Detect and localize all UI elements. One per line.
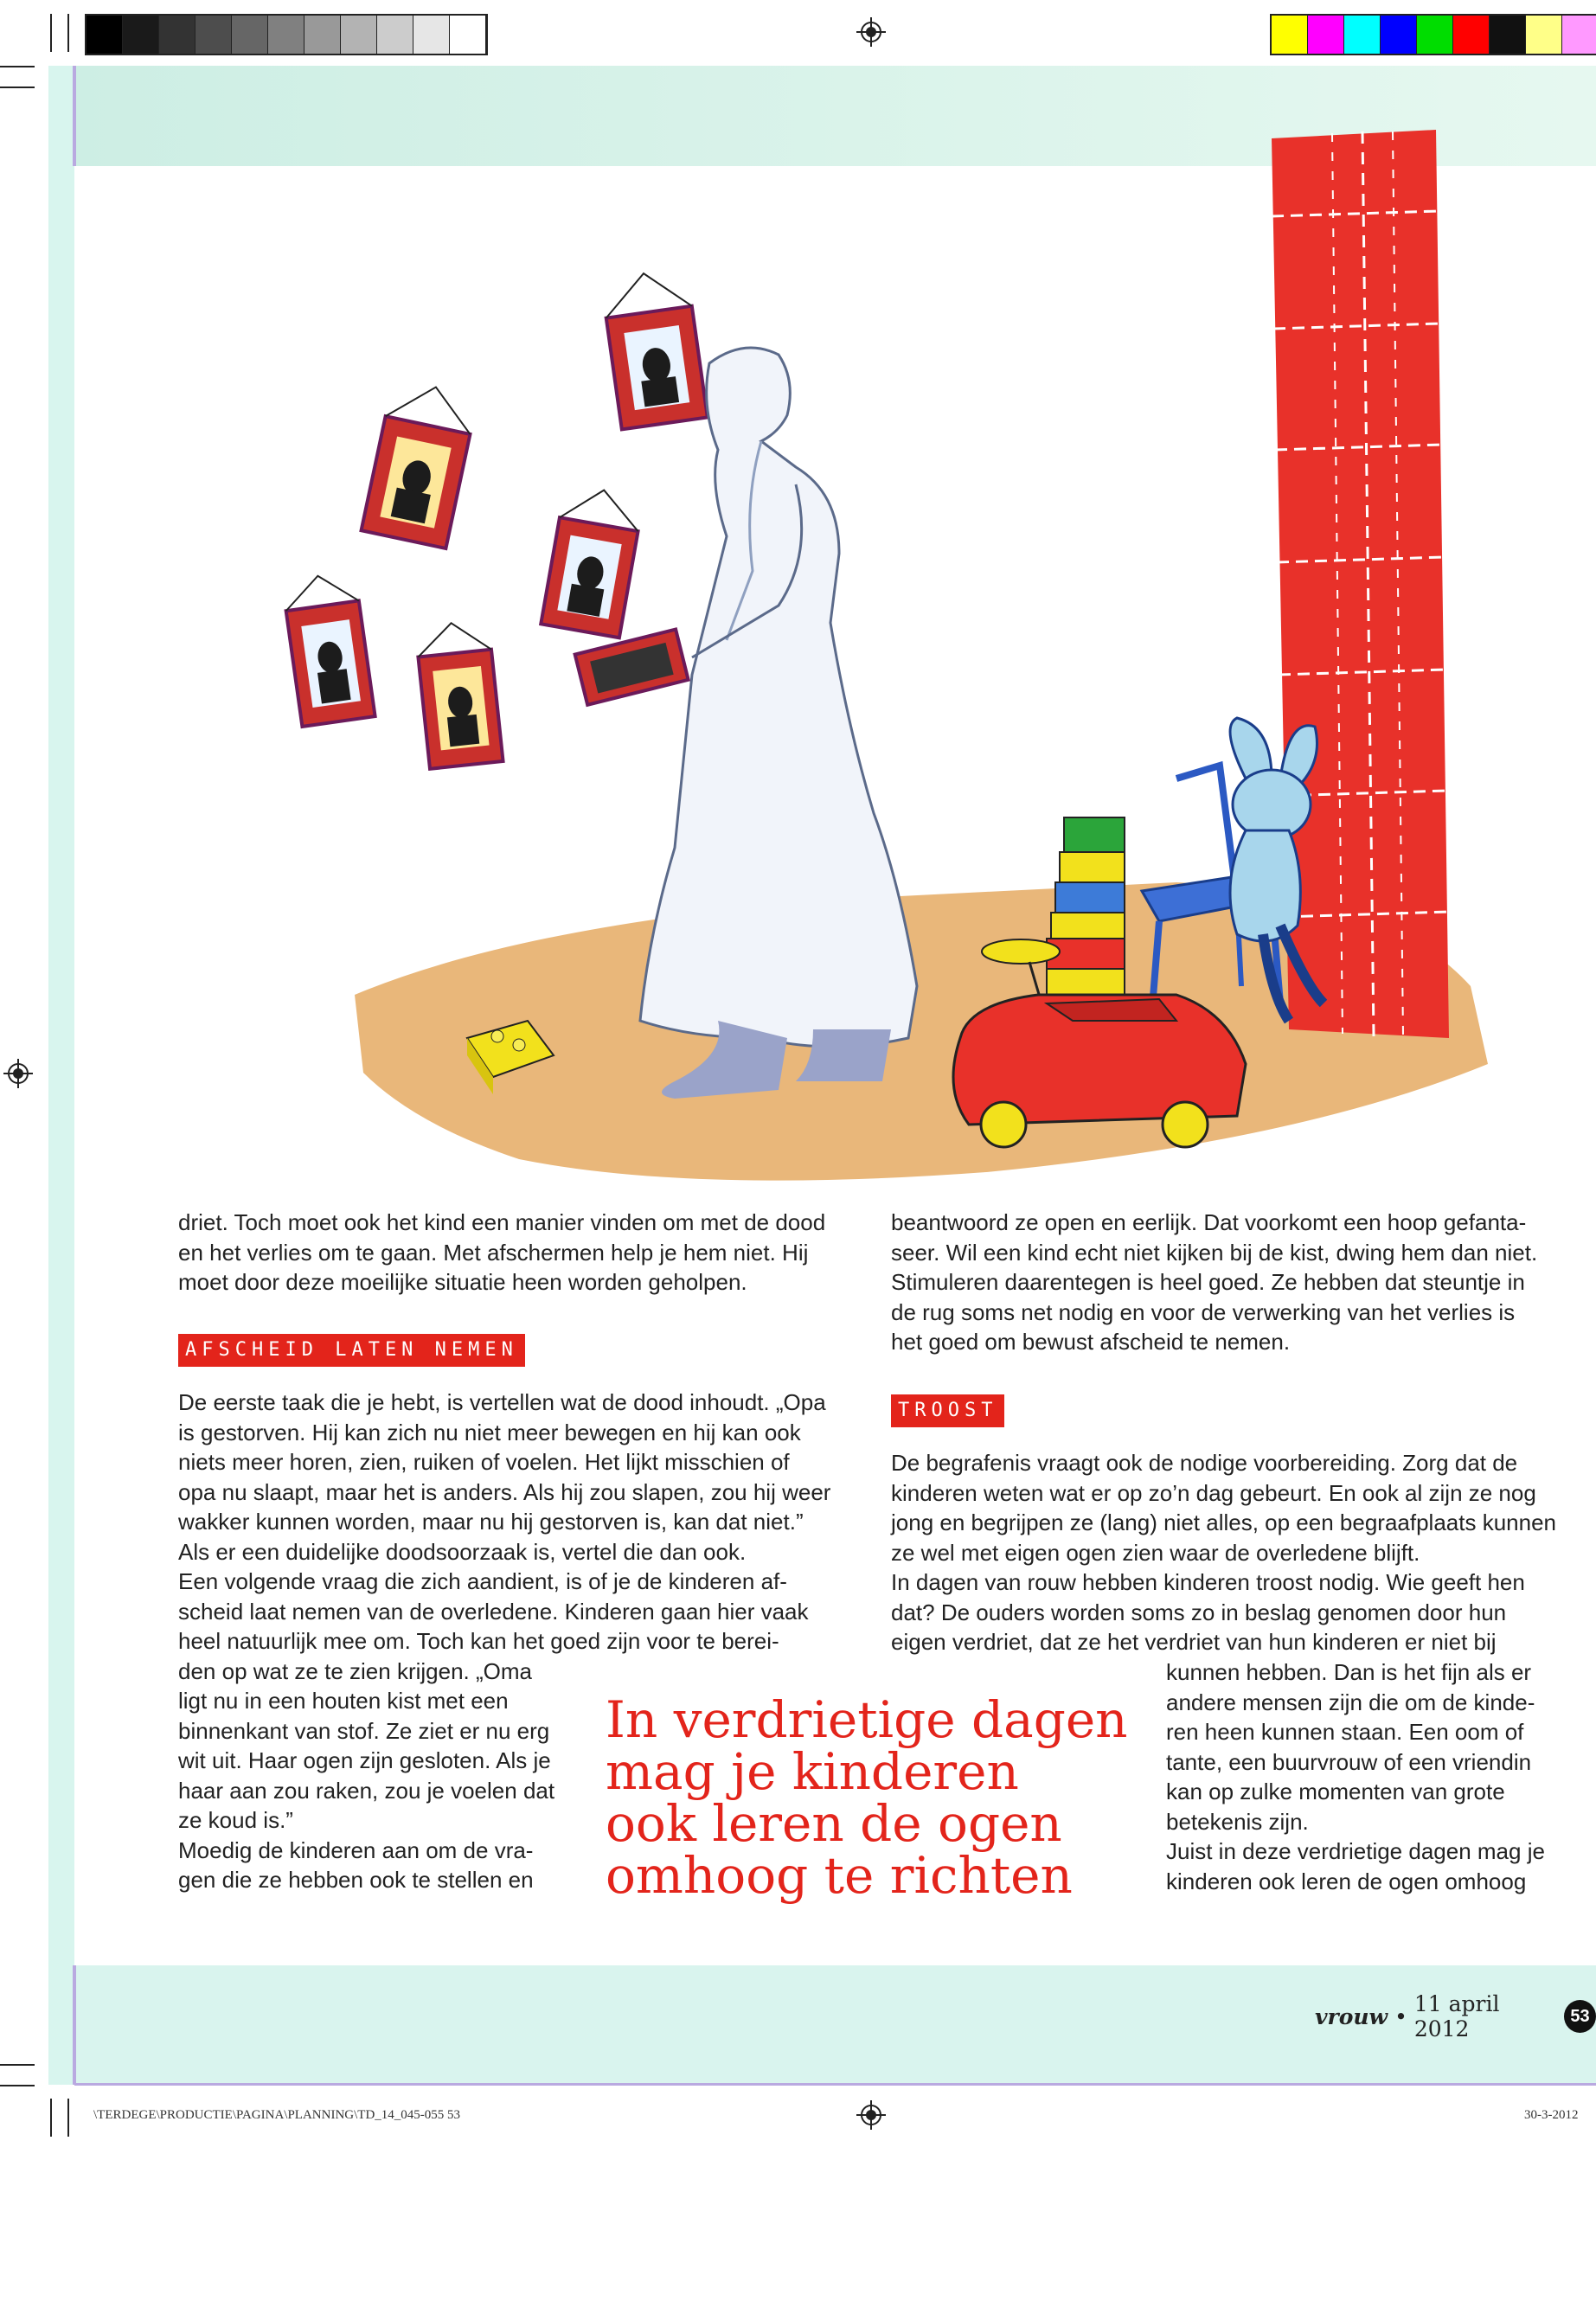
pull-quote-line: mag je kinderen — [606, 1742, 1019, 1801]
text-line: scheid laat nemen van de overledene. Kinderen gaan hier vaak — [178, 1598, 809, 1625]
text-line: kinderen ook leren de ogen omhoog — [1166, 1868, 1527, 1894]
slug-date: 30-3-2012 — [1524, 2108, 1579, 2122]
text-line: gen die ze hebben ook te stellen en — [178, 1867, 534, 1893]
text-line: het goed om bewust afscheid te nemen. — [891, 1329, 1291, 1355]
text-line: beantwoord ze open en eerlijk. Dat voorkomt een hoop gefanta- — [891, 1209, 1527, 1235]
text-line: haar aan zou raken, zou je voelen dat — [178, 1777, 555, 1804]
registration-mark-icon — [856, 17, 886, 47]
text-line: den op wat ze te zien krijgen. „Oma — [178, 1657, 532, 1684]
text-line: moet door deze moeilijke situatie heen worden geholpen. — [178, 1269, 747, 1295]
text-line: wakker kunnen worden, maar nu hij gestorven is, kan dat niet.” — [178, 1509, 804, 1535]
text-line: kinderen weten wat er op zo’n dag gebeurt. En ook al zijn ze nog — [891, 1479, 1536, 1506]
pull-quote — [606, 1690, 1159, 1905]
text-line: De eerste taak die je hebt, is vertellen wat de dood inhoudt. „Opa — [178, 1389, 826, 1415]
portrait-frame — [600, 267, 707, 429]
crop-mark — [50, 14, 52, 52]
text-line: andere mensen zijn die om de kinde- — [1166, 1689, 1535, 1715]
text-line: kan op zulke momenten van grote — [1166, 1779, 1505, 1804]
text-line: heel natuurlijk mee om. Toch kan het goed zijn voor te berei- — [178, 1628, 779, 1654]
text-line: is gestorven. Hij kan zich nu niet meer bewegen en hij kan ook — [178, 1419, 801, 1445]
text-line: jong en begrijpen ze (lang) niet alles, op een begraafplaats kunnen — [891, 1509, 1556, 1535]
column-2-main — [891, 1448, 1583, 1657]
section-heading-troost: TROOST — [891, 1394, 1004, 1427]
collage-illustration — [156, 121, 1592, 1194]
woman-figure — [640, 348, 917, 1099]
text-line: dat? De ouders worden soms zo in beslag genomen door hun — [891, 1599, 1507, 1625]
text-line: In dagen van rouw hebben kinderen troost nodig. Wie geeft hen — [891, 1569, 1525, 1595]
grayscale-calibration-bar — [85, 14, 488, 55]
guide-line — [73, 1965, 76, 2085]
magazine-brand: vrouw — [1315, 2003, 1388, 2029]
text-line: ze koud is.” — [178, 1807, 293, 1833]
held-portrait-frame — [575, 630, 689, 705]
text-line: de rug soms net nodig en voor de verwerking van het verlies is — [891, 1298, 1516, 1325]
pull-quote-line: omhoog te richten — [606, 1846, 1073, 1905]
text-line: Moedig de kinderen aan om de vra- — [178, 1836, 534, 1863]
text-line: Stimuleren daarentegen is heel goed. Ze hebben dat steuntje in — [891, 1269, 1525, 1295]
registration-mark-icon — [3, 1059, 33, 1088]
crop-mark — [67, 14, 69, 52]
pull-quote-line: In verdrietige dagen — [606, 1690, 1128, 1749]
text-line: betekenis zijn. — [1166, 1808, 1309, 1835]
portrait-frame — [282, 571, 375, 727]
text-line: Als er een duidelijke doodsoorzaak is, vertel die dan ook. — [178, 1538, 747, 1565]
portrait-frame — [362, 378, 478, 548]
crop-mark — [0, 2085, 35, 2086]
text-line: Juist in deze verdrietige dagen mag je — [1166, 1838, 1545, 1864]
registration-mark-icon — [856, 2100, 886, 2130]
guide-line — [74, 2083, 1596, 2086]
slug-file-path: \TERDEGE\PRODUCTIE\PAGINA\PLANNING\TD_14_045-055 53 — [93, 2108, 461, 2122]
column-2-right — [1166, 1657, 1590, 1896]
text-line: eigen verdriet, dat ze het verdriet van hun kinderen er niet bij — [891, 1629, 1497, 1655]
text-line: tante, een buurvrouw of een vriendin — [1166, 1748, 1532, 1775]
page-number: 53 — [1564, 2000, 1596, 2033]
crop-mark — [0, 87, 35, 88]
text-line: De begrafenis vraagt ook de nodige voorbereiding. Zorg dat de — [891, 1450, 1518, 1476]
column-2-intro — [891, 1208, 1583, 1357]
text-line: opa nu slaapt, maar het is anders. Als hij zou slapen, zou hij weer — [178, 1478, 831, 1505]
page-footer — [1315, 1991, 1596, 2041]
crop-mark — [0, 2064, 35, 2066]
portrait-frame — [541, 484, 644, 638]
crop-mark — [67, 2099, 69, 2137]
text-line: seer. Wil een kind echt niet kijken bij de kist, dwing hem dan niet. — [891, 1239, 1538, 1266]
issue-date: 11 april 2012 — [1413, 1991, 1500, 2041]
color-calibration-bar — [1270, 14, 1596, 55]
text-line: ren heen kunnen staan. Een oom of — [1166, 1719, 1524, 1745]
guide-line — [73, 66, 76, 166]
text-line: wit uit. Haar ogen zijn gesloten. Als je — [178, 1747, 551, 1773]
text-line: ligt nu in een houten kist met een — [178, 1688, 509, 1714]
text-line: driet. Toch moet ook het kind een manier vinden om met de dood — [178, 1209, 826, 1235]
text-line: kunnen hebben. Dan is het fijn als er — [1166, 1659, 1532, 1685]
stacked-toy-blocks — [1047, 817, 1125, 995]
footer-separator: • — [1394, 2003, 1407, 2029]
text-line: Een volgende vraag die zich aandient, is of je de kinderen af- — [178, 1568, 787, 1594]
text-line: en het verlies om te gaan. Met afschermen help je hem niet. Hij — [178, 1239, 809, 1266]
pull-quote-line: ook leren de ogen — [606, 1794, 1062, 1853]
text-line: ze wel met eigen ogen zien waar de overledene blijft. — [891, 1539, 1420, 1566]
text-line: niets meer horen, zien, ruiken of voelen. Het lijkt misschien of — [178, 1449, 790, 1475]
column-1-intro — [178, 1208, 870, 1298]
portrait-frame — [415, 619, 503, 769]
section-heading-afscheid: AFSCHEID LATEN NEMEN — [178, 1334, 525, 1367]
crop-mark — [0, 66, 35, 67]
text-line: binnenkant van stof. Ze ziet er nu erg — [178, 1717, 550, 1744]
crop-mark — [50, 2099, 52, 2137]
